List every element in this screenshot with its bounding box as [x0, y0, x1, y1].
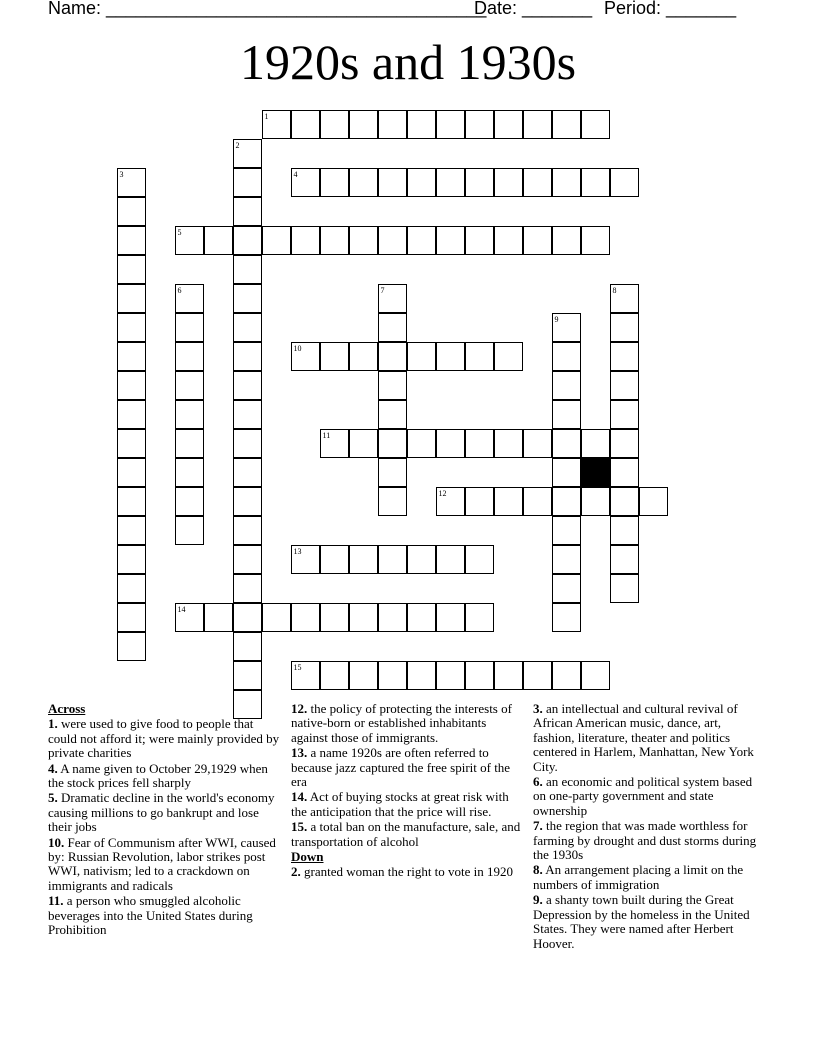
grid-cell[interactable]	[320, 661, 349, 690]
grid-cell[interactable]	[581, 661, 610, 690]
name-field-label: Name: ______________________________________	[48, 0, 487, 18]
grid-cell[interactable]	[465, 342, 494, 371]
clue-across-11	[48, 894, 280, 937]
grid-cell[interactable]	[233, 313, 262, 342]
clue-number: 12.	[291, 701, 308, 716]
date-field-label: Date: _______	[474, 0, 593, 18]
clue-across-4	[48, 762, 280, 791]
grid-cell[interactable]	[233, 168, 262, 197]
clue-number-label: 12	[438, 488, 447, 498]
clue-text: an intellectual and cultural revival of African American music, dance, art, fashion, literature, theater and politics centered in Harlem, Manhattan, New York City.	[533, 701, 754, 774]
clue-number-label: 14	[177, 604, 186, 614]
grid-cell[interactable]	[378, 313, 407, 342]
grid-cell[interactable]	[581, 487, 610, 516]
grid-cell[interactable]	[175, 487, 204, 516]
clue-text: the region that was made worthless for farming by drought and dust storms during the 1930s	[533, 818, 757, 863]
grid-cell[interactable]	[233, 197, 262, 226]
grid-cell[interactable]	[233, 255, 262, 284]
clue-number: 15.	[291, 819, 308, 835]
clue-text: Dramatic decline in the world's economy causing millions to go bankrupt and lose their jobs	[48, 790, 275, 835]
grid-cell[interactable]	[407, 342, 436, 371]
grid-cell[interactable]	[378, 168, 407, 197]
clue-number: 11.	[48, 893, 64, 909]
grid-cell[interactable]	[465, 226, 494, 255]
grid-cell[interactable]	[465, 603, 494, 632]
grid-cell[interactable]	[436, 226, 465, 255]
grid-cell[interactable]	[204, 603, 233, 632]
grid-cell[interactable]	[407, 603, 436, 632]
grid-cell[interactable]	[320, 603, 349, 632]
grid-cell[interactable]	[436, 168, 465, 197]
grid-cell[interactable]	[552, 342, 581, 371]
clue-number: 9.	[533, 892, 543, 908]
grid-cell[interactable]	[175, 458, 204, 487]
grid-cell[interactable]	[552, 226, 581, 255]
grid-cell[interactable]	[523, 661, 552, 690]
grid-cell[interactable]	[175, 313, 204, 342]
grid-cell[interactable]	[349, 661, 378, 690]
grid-cell[interactable]	[494, 429, 523, 458]
grid-cell[interactable]	[378, 545, 407, 574]
grid-cell[interactable]	[204, 226, 233, 255]
page-title: 1920s and 1930s	[239, 34, 577, 90]
grid-cell[interactable]	[349, 603, 378, 632]
clue-number-label: 7	[380, 285, 385, 295]
grid-cell[interactable]	[320, 226, 349, 255]
grid-cell[interactable]	[117, 603, 146, 632]
grid-cell[interactable]	[378, 458, 407, 487]
clue-text: Act of buying stocks at great risk with the anticipation that the price will rise.	[291, 789, 509, 819]
grid-cell[interactable]	[175, 400, 204, 429]
grid-cell[interactable]	[552, 661, 581, 690]
grid-cell[interactable]	[262, 603, 291, 632]
grid-cell[interactable]	[552, 603, 581, 632]
grid-cell[interactable]	[494, 661, 523, 690]
grid-cell[interactable]	[117, 574, 146, 603]
grid-cell[interactable]	[581, 226, 610, 255]
grid-cell[interactable]	[552, 110, 581, 139]
clue-across-13	[291, 746, 523, 789]
grid-cell[interactable]	[117, 516, 146, 545]
clue-across-14	[291, 790, 523, 819]
clue-text: A name given to October 29,1929 when the stock prices fell sharply	[48, 760, 268, 791]
grid-cell[interactable]	[610, 487, 639, 516]
down-heading: Down	[291, 849, 324, 865]
clue-number: 3.	[533, 701, 543, 716]
grid-cell[interactable]	[610, 371, 639, 400]
grid-cell[interactable]	[436, 110, 465, 139]
grid-cell[interactable]	[117, 226, 146, 255]
clue-across-1	[48, 717, 280, 760]
clue-text: a shanty town built during the Great Depression by the homeless in the United States. They were named after Herbert Hoover.	[533, 892, 750, 951]
grid-cell[interactable]	[117, 342, 146, 371]
grid-cell[interactable]	[552, 574, 581, 603]
grid-cell[interactable]	[175, 371, 204, 400]
clue-text: a person who smuggled alcoholic beverages into the United States during Prohibition	[48, 893, 253, 938]
grid-cell[interactable]	[117, 632, 146, 661]
grid-cell[interactable]	[233, 226, 262, 255]
grid-cell[interactable]	[552, 371, 581, 400]
grid-cell[interactable]	[465, 487, 494, 516]
grid-cell[interactable]	[494, 342, 523, 371]
grid-cell[interactable]	[233, 661, 262, 690]
grid-cell[interactable]	[117, 255, 146, 284]
grid-cell[interactable]	[378, 661, 407, 690]
grid-cell[interactable]	[175, 516, 204, 545]
grid-cell[interactable]	[233, 603, 262, 632]
clue-text: an economic and political system based on one-party government and state ownership	[533, 774, 753, 818]
across-heading: Across	[48, 701, 86, 716]
clues-column-1	[48, 702, 280, 939]
grid-cell[interactable]	[494, 110, 523, 139]
grid-cell[interactable]	[117, 487, 146, 516]
grid-cell[interactable]	[581, 110, 610, 139]
grid-cell[interactable]	[552, 516, 581, 545]
grid-cell[interactable]	[407, 226, 436, 255]
clue-text: the policy of protecting the interests of native-born or established inhabitants against those of immigrants.	[291, 701, 512, 745]
clues-column-2	[291, 702, 523, 881]
clue-number: 6.	[533, 774, 543, 790]
grid-cell[interactable]	[262, 226, 291, 255]
clue-down-7	[533, 819, 759, 862]
grid-cell[interactable]	[610, 545, 639, 574]
grid-cell[interactable]	[407, 661, 436, 690]
grid-cell[interactable]	[233, 458, 262, 487]
grid-cell[interactable]	[523, 168, 552, 197]
grid-cell[interactable]	[378, 371, 407, 400]
grid-cell[interactable]	[610, 458, 639, 487]
grid-cell[interactable]	[465, 168, 494, 197]
grid-cell[interactable]	[523, 110, 552, 139]
grid-cell[interactable]	[378, 487, 407, 516]
grid-cell[interactable]	[233, 371, 262, 400]
grid-cell[interactable]	[233, 284, 262, 313]
grid-cell[interactable]	[552, 429, 581, 458]
clue-number-label: 6	[177, 285, 182, 295]
grid-cell[interactable]	[610, 168, 639, 197]
clue-across-15	[291, 820, 523, 849]
grid-cell[interactable]	[117, 545, 146, 574]
grid-cell[interactable]	[552, 545, 581, 574]
grid-cell[interactable]	[320, 342, 349, 371]
grid-cell[interactable]	[378, 429, 407, 458]
grid-cell[interactable]	[407, 168, 436, 197]
clue-number-label: 13	[293, 546, 302, 556]
clue-across-12	[291, 702, 523, 745]
clue-text: Fear of Communism after WWI, caused by: Russian Revolution, labor strikes post WWI, nativism; led to a crackdown on immigrants and radicals	[48, 834, 276, 893]
grid-cell[interactable]	[494, 487, 523, 516]
clue-number: 5.	[48, 790, 58, 806]
grid-cell[interactable]	[436, 429, 465, 458]
clue-number-label: 8	[612, 285, 617, 295]
grid-cell[interactable]	[436, 603, 465, 632]
clue-number-label: 4	[293, 169, 298, 179]
grid-cell[interactable]	[117, 429, 146, 458]
clue-number-label: 5	[177, 227, 182, 237]
clue-text: were used to give food to people that could not afford it; were mainly provided by private charities	[48, 716, 280, 761]
clue-number: 2.	[291, 864, 301, 880]
grid-cell[interactable]	[407, 429, 436, 458]
grid-cell[interactable]	[233, 429, 262, 458]
grid-cell[interactable]	[465, 429, 494, 458]
clue-number: 13.	[291, 745, 308, 761]
grid-cell[interactable]	[349, 342, 378, 371]
clue-text: granted woman the right to vote in 1920	[304, 864, 514, 880]
clue-down-2	[291, 865, 523, 879]
grid-cell[interactable]	[349, 226, 378, 255]
grid-cell[interactable]	[233, 342, 262, 371]
grid-cell[interactable]	[117, 458, 146, 487]
grid-cell[interactable]	[233, 545, 262, 574]
clue-across-10	[48, 836, 280, 894]
grid-cell[interactable]	[291, 110, 320, 139]
grid-cell[interactable]	[610, 342, 639, 371]
grid-cell[interactable]	[117, 400, 146, 429]
clue-down-8	[533, 863, 759, 892]
grid-cell[interactable]	[610, 429, 639, 458]
grid-cell[interactable]	[378, 400, 407, 429]
grid-cell[interactable]	[349, 168, 378, 197]
clue-number: 8.	[533, 862, 543, 878]
grid-cell[interactable]	[523, 487, 552, 516]
clue-number: 7.	[533, 818, 543, 834]
grid-cell[interactable]	[175, 342, 204, 371]
clue-across-5	[48, 791, 280, 834]
grid-cell[interactable]	[436, 342, 465, 371]
grid-cell[interactable]	[610, 574, 639, 603]
clue-text: a total ban on the manufacture, sale, and transportation of alcohol	[291, 819, 521, 849]
grid-cell[interactable]	[175, 429, 204, 458]
grid-cell[interactable]	[320, 110, 349, 139]
grid-cell[interactable]	[233, 487, 262, 516]
clue-number: 1.	[48, 716, 58, 732]
clue-number-label: 11	[322, 430, 331, 440]
clue-number-label: 3	[119, 169, 124, 179]
clues-column-3	[533, 702, 759, 952]
grid-cell[interactable]	[349, 429, 378, 458]
grid-cell[interactable]	[117, 313, 146, 342]
grid-cell[interactable]	[436, 545, 465, 574]
grid-cell[interactable]	[233, 516, 262, 545]
clue-number-label: 10	[293, 343, 302, 353]
clue-down-6	[533, 775, 759, 818]
grid-cell[interactable]	[552, 487, 581, 516]
grid-cell[interactable]	[494, 226, 523, 255]
grid-cell[interactable]	[233, 574, 262, 603]
period-field-label: Period: _______	[604, 0, 737, 18]
grid-cell[interactable]	[291, 603, 320, 632]
grid-cell[interactable]	[349, 110, 378, 139]
grid-cell[interactable]	[610, 400, 639, 429]
clue-number-label: 2	[235, 140, 240, 150]
clue-text: a name 1920s are often referred to because jazz captured the free spirit of the era	[291, 745, 511, 790]
grid-cell[interactable]	[639, 487, 668, 516]
grid-cell[interactable]	[407, 545, 436, 574]
grid-cell[interactable]	[465, 661, 494, 690]
clue-text: An arrangement placing a limit on the numbers of immigration	[533, 862, 744, 892]
clue-number-label: 15	[293, 662, 302, 672]
grid-cell[interactable]	[436, 661, 465, 690]
clue-number: 4.	[48, 760, 58, 776]
grid-cell[interactable]	[117, 371, 146, 400]
grid-cell[interactable]	[117, 197, 146, 226]
grid-cell[interactable]	[581, 429, 610, 458]
grid-cell[interactable]	[610, 313, 639, 342]
grid-cell[interactable]	[378, 603, 407, 632]
grid-cell[interactable]	[378, 342, 407, 371]
grid-cell[interactable]	[320, 545, 349, 574]
grid-cell[interactable]	[233, 632, 262, 661]
clue-down-3	[533, 702, 759, 774]
clue-number-label: 9	[554, 314, 559, 324]
black-square	[581, 458, 610, 487]
grid-cell[interactable]	[233, 400, 262, 429]
grid-cell[interactable]	[320, 168, 349, 197]
grid-cell[interactable]	[378, 226, 407, 255]
grid-cell[interactable]	[378, 110, 407, 139]
grid-cell[interactable]	[407, 110, 436, 139]
clue-down-9	[533, 893, 759, 951]
clue-number-label: 1	[264, 111, 269, 121]
grid-cell[interactable]	[523, 226, 552, 255]
grid-cell[interactable]	[494, 168, 523, 197]
grid-cell[interactable]	[610, 516, 639, 545]
clue-number: 14.	[291, 789, 308, 805]
grid-cell[interactable]	[552, 458, 581, 487]
clue-number: 10.	[48, 834, 65, 850]
grid-cell[interactable]	[552, 400, 581, 429]
grid-cell[interactable]	[349, 545, 378, 574]
grid-cell[interactable]	[523, 429, 552, 458]
grid-cell[interactable]	[465, 545, 494, 574]
grid-cell[interactable]	[552, 168, 581, 197]
grid-cell[interactable]	[291, 226, 320, 255]
grid-cell[interactable]	[465, 110, 494, 139]
grid-cell[interactable]	[117, 284, 146, 313]
grid-cell[interactable]	[581, 168, 610, 197]
